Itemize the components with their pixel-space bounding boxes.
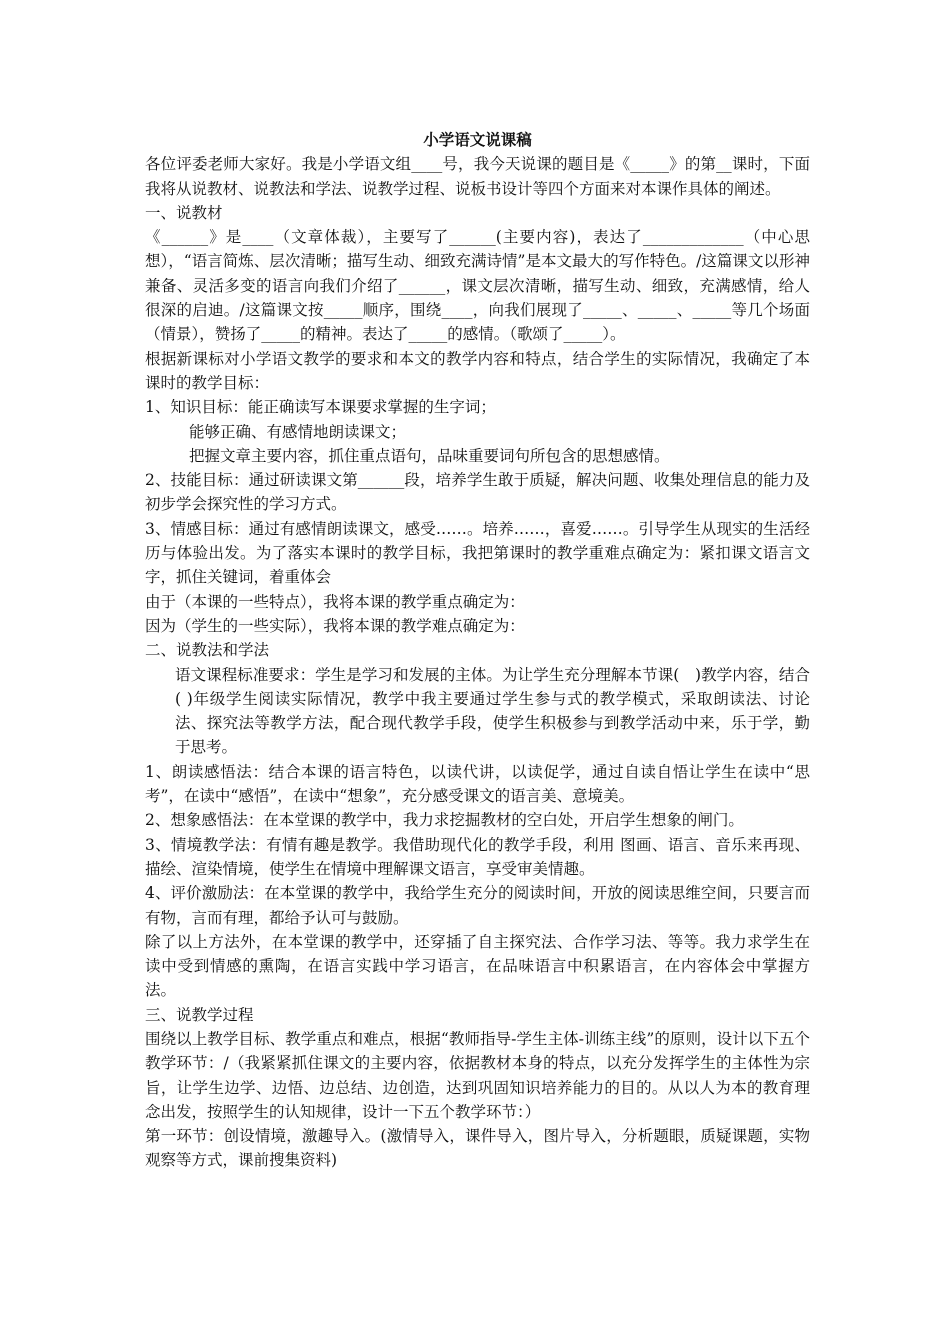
section-heading-textbook: 一、说教材 [145,203,223,222]
knowledge-objective-line-3: 把握文章主要内容，抓住重点语句，品味重要词句所包含的思想感情。 [189,446,670,465]
knowledge-objective-line-2: 能够正确、有感情地朗读课文； [189,422,407,441]
document-page [145,128,810,1173]
process-paragraph: 围绕以上教学目标、教学重点和难点，根据“教师指导-学生主体-训练主线”的原则，设计以下五个教学环节：/（我紧紧抓住课文的主要内容，依据教材本身的特点，以充分发挥学生的主体性为宗旨，让学生边学、边悟、边总结、边创造，达到巩固知识培养能力的目的。从以人为本的教育理念出发，按照学生的认知规律，设计一下五个教学环节：） [145,1029,810,1121]
document-title: 小学语文说课稿 [423,130,532,149]
methods-paragraph: 语文课程标准要求：学生是学习和发展的主体。为让学生充分理解本节课( )教学内容，结合( )年级学生阅读实际情况，教学中我主要通过学生参与式的教学模式，采取朗读法、讨论法、探究法等教学方法，配合现代教学手段，使学生积极参与到教学活动中来，乐于学，勤于思考。 [175,665,810,757]
method-imagination: 2、想象感悟法：在本堂课的教学中，我力求挖掘教材的空白处，开启学生想象的闸门。 [145,811,744,830]
method-reading: 1、朗读感悟法：结合本课的语言特色，以读代讲，以读促学，通过自读自悟让学生在读中“思考”，在读中“感悟”，在读中“想象”，充分感受课文的语言美、意境美。 [145,762,810,806]
skill-objective: 2、技能目标：通过研读课文第______段，培养学生敢于质疑，解决问题、收集处理信息的能力及初步学会探究性的学习方式。 [145,471,810,514]
intro-paragraph: 各位评委老师大家好。我是小学语文组____号，我今天说课的题目是《_____》的第__课时，下面我将从说教材、说教法和学法、说教学过程、说板书设计等四个方面来对本课作具体的阐述。 [145,155,810,198]
key-point-line: 由于（本课的一些特点），我将本课的教学重点确定为： [145,592,525,611]
emotion-objective: 3、情感目标：通过有感情朗读课文，感受……。培养……，喜爱……。引导学生从现实的生活经历与体验出发。为了落实本课时的教学目标，我把第课时的教学重难点确定为：紧扣课文语言文字，抓住关键词，着重体会 [145,519,810,587]
method-evaluation: 4、评价激励法：在本堂课的教学中，我给学生充分的阅读时间，开放的阅读思维空间，只要言而有物，言而有理，都给予认可与鼓励。 [145,884,810,927]
knowledge-objective: 1、知识目标：能正确读写本课要求掌握的生字词； [145,398,496,417]
difficulty-line: 因为（学生的一些实际），我将本课的教学难点确定为： [145,616,525,635]
methods-summary: 除了以上方法外，在本堂课的教学中，还穿插了自主探究法、合作学习法、等等。我力求学生在读中受到情感的熏陶，在语言实践中学习语言，在品味语言中积累语言，在内容体会中掌握方法。 [145,932,810,1000]
section-heading-process: 三、说教学过程 [145,1005,254,1024]
objectives-intro-paragraph: 根据新课标对小学语文教学的要求和本文的教学内容和特点，结合学生的实际情况，我确定了本课时的教学目标： [145,349,810,392]
section-heading-methods: 二、说教法和学法 [145,641,270,660]
process-step-1: 第一环节：创设情境，激趣导入。(激情导入，课件导入，图片导入，分析题眼，质疑课题，实物观察等方式，课前搜集资料) [145,1127,810,1170]
method-situation: 3、情境教学法：有情有趣是教学。我借助现代化的教学手段，利用 图画、语言、音乐来再现、描绘、渲染情境，使学生在情境中理解课文语言，享受审美情趣。 [145,835,810,878]
textbook-paragraph: 《______》是____（文章体裁），主要写了______(主要内容)，表达了_____________（中心思想），“语言简炼、层次清晰；描写生动、细致充满诗情”是本文最大的写作特色。/这篇课文以形神兼备、灵活多变的语言向我们介绍了______，课文层次清晰，描写生动、细致，充满感情，给人很深的启迪。/这篇课文按_____顺序，围绕____，向我们展现了_____、_____、_____等几个场面（情景），赞扬了_____的精神。表达了_____的感情。（歌颂了_____）。 [145,228,810,344]
